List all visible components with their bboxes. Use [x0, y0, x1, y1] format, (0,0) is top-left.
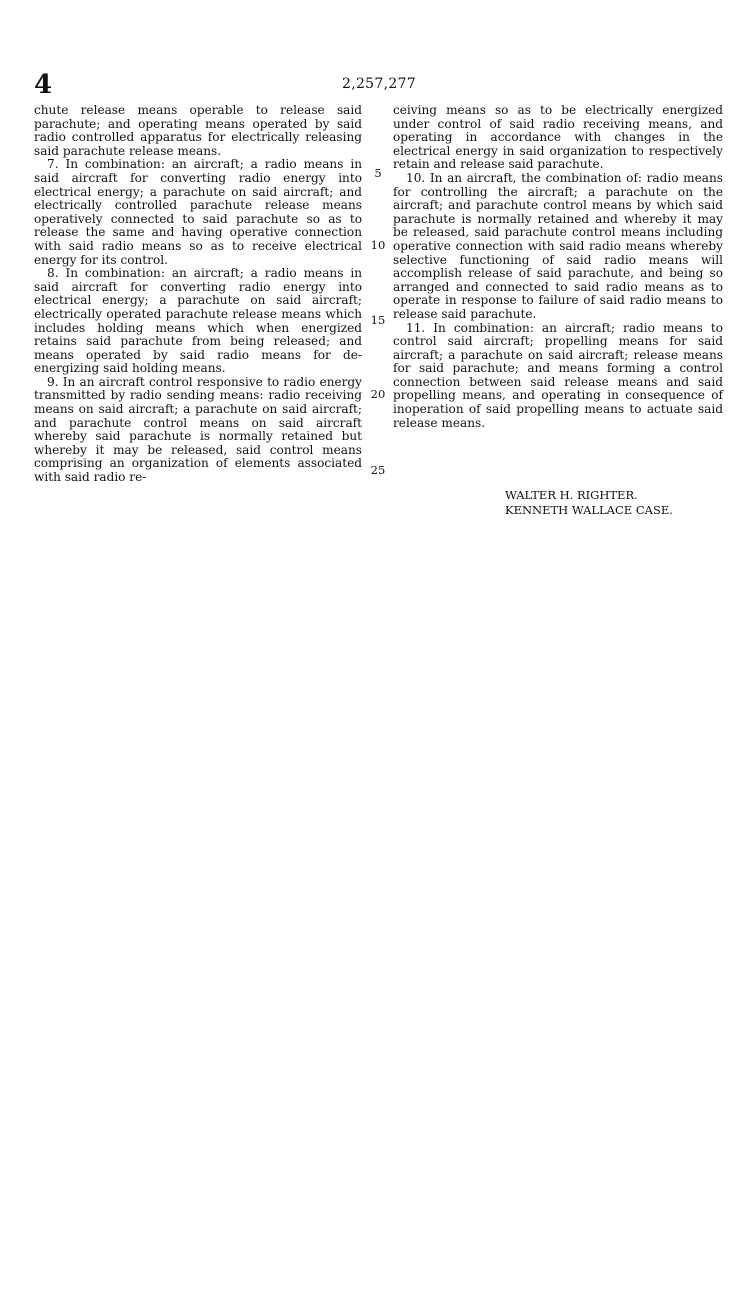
inventor-signatures	[505, 488, 673, 518]
claim-continuation-right: ceiving means so as to be electrically energized under control of said radio receiving means, and operating in accordance with changes in the electrical energy in said organization to respectively retain and release said parachute.	[393, 103, 723, 172]
patent-number: 2,257,277	[342, 76, 416, 92]
left-column	[34, 104, 362, 485]
line-number-10: 10	[370, 238, 386, 252]
claim-continuation-left: chute release means operable to release said parachute; and operating means operated by said radio controlled apparatus for electrically releasing said parachute release means.	[34, 103, 362, 158]
inventor-name-1: WALTER H. RIGHTER.	[505, 488, 638, 502]
line-number-15: 15	[370, 313, 386, 327]
line-number-20: 20	[370, 387, 386, 401]
inventor-name-2: KENNETH WALLACE CASE.	[505, 503, 673, 517]
claim-11: 11. In combination: an aircraft; radio means to control said aircraft; propelling means for said aircraft; a parachute on said aircraft; release means for said parachute; and means forming a control connection between said release means and said propelling means, and operating in consequence of inoperation of said propelling means to actuate said release means.	[393, 320, 723, 430]
line-number-25: 25	[370, 463, 386, 477]
right-column	[393, 104, 723, 430]
claim-9: 9. In an aircraft control responsive to radio energy transmitted by radio sending means: radio receiving means on said aircraft; a parachute on said aircraft; and parachute control means on said aircraft whereby said parachute is normally retained but whereby it may be released, said control means comprising an organization of elements associated with said radio re-	[34, 374, 362, 485]
page-number: 4	[34, 70, 53, 100]
claim-10: 10. In an aircraft, the combination of: radio means for controlling the aircraft; a parachute on the aircraft; and parachute control means by which said parachute is normally retained and whereby it may be released, said parachute control means including operative connection with said radio means whereby selective functioning of said radio means will accomplish release of said parachute, and being so arranged and connected to said radio means as to operate in response to failure of said radio means to release said parachute.	[393, 170, 723, 321]
line-number-5: 5	[374, 166, 382, 180]
claim-8: 8. In combination: an aircraft; a radio means in said aircraft for converting radio energy into electrical energy; a parachute on said aircraft; electrically operated parachute release means which includes holding means which when energized retains said parachute from being released; and means operated by said radio means for de-energizing said holding means.	[34, 266, 362, 376]
claim-7: 7. In combination: an aircraft; a radio means in said aircraft for converting radio energy into electrical energy; a parachute on said aircraft; and electrically controlled parachute release means operatively connected to said parachute so as to release the same and having operative connection with said radio means so as to receive electrical energy for its control.	[34, 157, 362, 267]
